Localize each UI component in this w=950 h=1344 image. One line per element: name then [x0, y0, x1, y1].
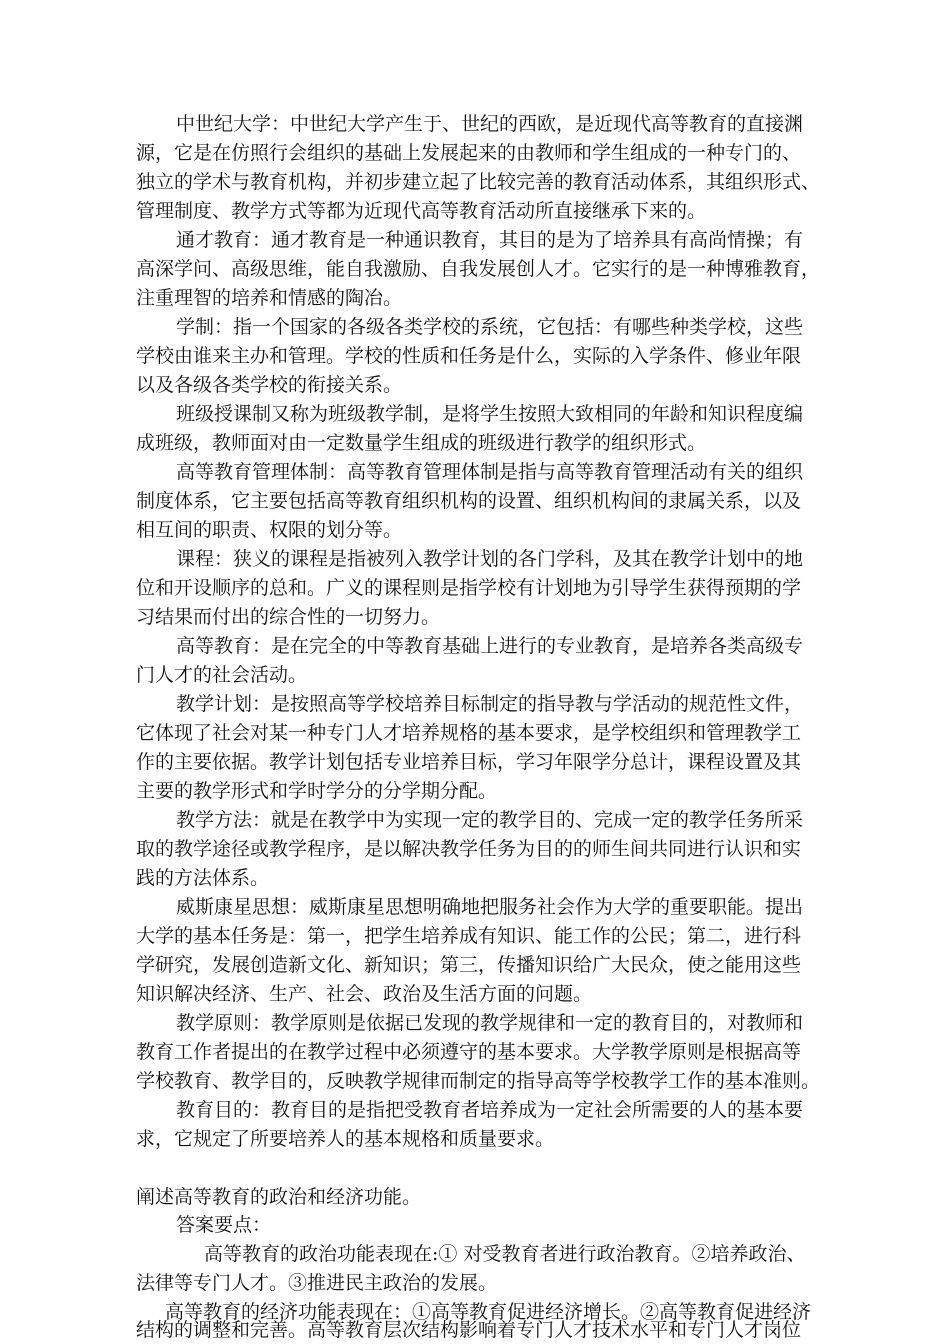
paragraph-line: 教育目的：教育目的是指把受教育者培养成为一定社会所需要的人的基本要	[176, 1099, 804, 1121]
paragraph-line: 教学计划：是按照高等学校培养目标制定的指导教与学活动的规范性文件，	[176, 693, 804, 715]
paragraph-line: 以及各级各类学校的衔接关系。	[136, 374, 403, 396]
paragraph-line: 学校由谁来主办和管理。学校的性质和任务是什么，实际的入学条件、修业年限	[136, 345, 802, 367]
paragraph-line: 高等教育的政治功能表现在:① 对受教育者进行政治教育。②培养政治、	[204, 1243, 806, 1265]
paragraph-line: 门人才的社会活动。	[136, 664, 308, 686]
paragraph-line: 位和开设顺序的总和。广义的课程则是指学校有计划地为引导学生获得预期的学	[136, 577, 802, 599]
paragraph-line: 习结果而付出的综合性的一切努力。	[136, 606, 441, 628]
paragraph-line: 独立的学术与教育机构，并初步建立起了比较完善的教育活动体系，其组织形式、	[136, 171, 821, 193]
paragraph-line: 教学方法：就是在教学中为实现一定的教学目的、完成一定的教学任务所采	[176, 809, 804, 831]
paragraph-line: 教学原则：教学原则是依据已发现的教学规律和一定的教育目的，对教师和	[176, 1012, 804, 1034]
paragraph-line: 注重理智的培养和情感的陶冶。	[136, 287, 403, 309]
paragraph-line: 取的教学途径或教学程序，是以解决教学任务为目的的师生间共同进行认识和实	[136, 838, 802, 860]
paragraph-line: 大学的基本任务是：第一，把学生培养成有知识、能工作的公民；第二，进行科	[136, 925, 802, 947]
paragraph-line: 班级授课制又称为班级教学制，是将学生按照大致相同的年龄和知识程度编	[176, 403, 804, 425]
paragraph-line: 管理制度、教学方式等都为近现代高等教育活动所直接继承下来的。	[136, 200, 707, 222]
paragraph-line: 高等教育：是在完全的中等教育基础上进行的专业教育，是培养各类高级专	[176, 635, 804, 657]
paragraph-line: 教育工作者提出的在教学过程中必须遵守的基本要求。大学教学原则是根据高等	[136, 1041, 802, 1063]
paragraph-line: 高等教育的经济功能表现在：①高等教育促进经济增长。②高等教育促进经济	[165, 1301, 812, 1323]
paragraph-line: 通才教育：通才教育是一种通识教育，其目的是为了培养具有高尚情操；有	[176, 229, 804, 251]
paragraph-line: 课程：狭义的课程是指被列入教学计划的各门学科，及其在教学计划中的地	[176, 548, 804, 570]
paragraph-line: 知识解决经济、生产、社会、政治及生活方面的问题。	[136, 983, 593, 1005]
paragraph-line: 相互间的职责、权限的划分等。	[136, 519, 403, 541]
paragraph-line: 中世纪大学：中世纪大学产生于、世纪的西欧，是近现代高等教育的直接渊	[176, 113, 804, 135]
paragraph-line: 作的主要依据。教学计划包括专业培养目标，学习年限学分总计，课程设置及其	[136, 751, 802, 773]
paragraph-line: 威斯康星思想：威斯康星思想明确地把服务社会作为大学的重要职能。提出	[176, 896, 804, 918]
paragraph-line: 践的方法体系。	[136, 867, 270, 889]
paragraph-line: 高深学问、高级思维，能自我激励、自我发展创人才。它实行的是一种博雅教育，	[136, 258, 821, 280]
question-heading: 阐述高等教育的政治和经济功能。	[136, 1186, 422, 1208]
paragraph-line: 求，它规定了所要培养人的基本规格和质量要求。	[136, 1128, 555, 1150]
paragraph-line: 制度体系，它主要包括高等教育组织机构的设置、组织机构间的隶属关系，以及	[136, 490, 802, 512]
paragraph-line: 主要的教学形式和学时学分的分学期分配。	[136, 780, 498, 802]
paragraph-line: 它体现了社会对某一种专门人才培养规格的基本要求，是学校组织和管理教学工	[136, 722, 802, 744]
paragraph-line: 学制：指一个国家的各级各类学校的系统，它包括：有哪些种类学校，这些	[176, 316, 804, 338]
paragraph-line: 学研究，发展创造新文化、新知识；第三，传播知识给广大民众，使之能用这些	[136, 954, 802, 976]
paragraph-line: 成班级，教师面对由一定数量学生组成的班级进行教学的组织形式。	[136, 432, 707, 454]
paragraph-line: 学校教育、教学目的，反映教学规律而制定的指导高等学校教学工作的基本准则。	[136, 1070, 821, 1092]
paragraph-line: 法律等专门人才。③推进民主政治的发展。	[136, 1272, 498, 1294]
paragraph-line: 高等教育管理体制：高等教育管理体制是指与高等教育管理活动有关的组织	[176, 461, 804, 483]
answer-label: 答案要点：	[176, 1214, 272, 1236]
paragraph-line: 源，它是在仿照行会组织的基础上发展起来的由教师和学生组成的一种专门的、	[136, 142, 802, 164]
paragraph-line: 结构的调整和完善。高等教育层次结构影响着专门人才技术水平和专门人才岗位	[136, 1319, 802, 1341]
